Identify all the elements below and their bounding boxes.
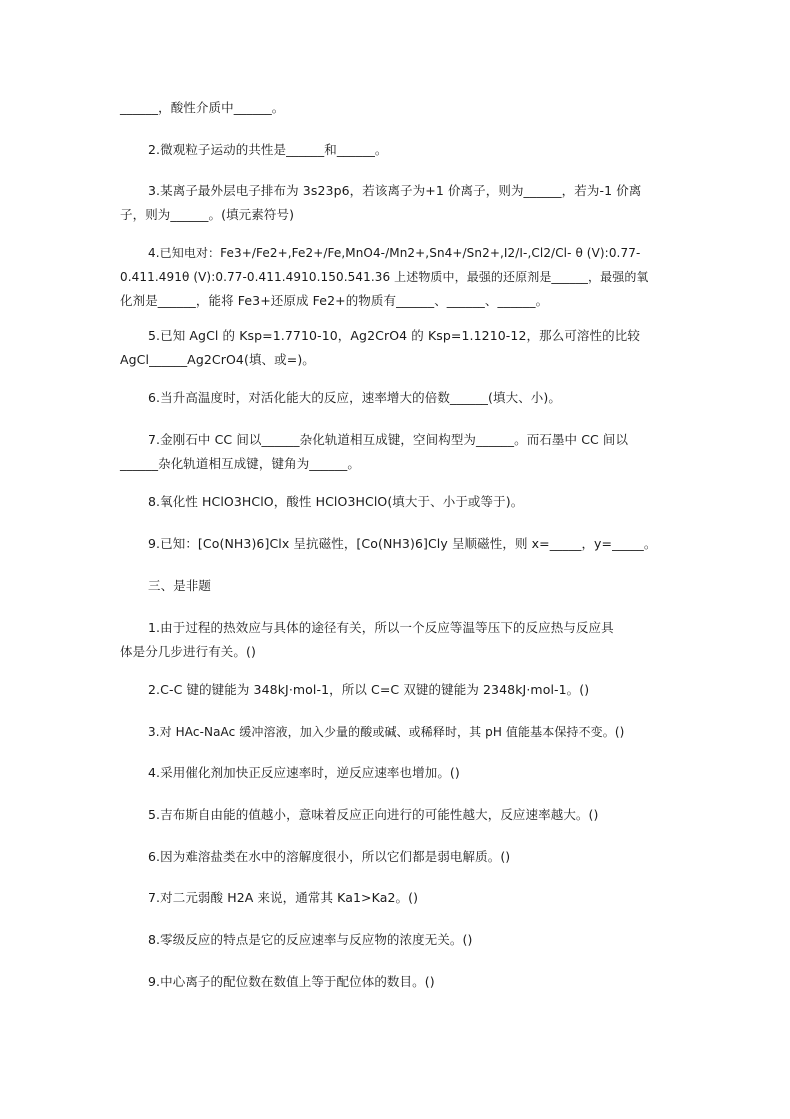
text-line: 5.已知 AgCl 的 Ksp=1.7710-10，Ag2CrO4 的 Ksp=1.1210-12，那么可溶性的比较 — [148, 328, 640, 343]
paragraph-tf-9 — [120, 970, 676, 994]
text-line: 0.411.491θ (V):0.77-0.411.4910.150.541.36 上述物质中，最强的还原剂是______，最强的氧 — [120, 270, 649, 284]
text-line: 2.微观粒子运动的共性是______和______。 — [148, 142, 388, 157]
text-line: 6.当升高温度时，对活化能大的反应，速率增大的倍数______(填大、小)。 — [148, 390, 561, 405]
section-heading — [120, 574, 676, 598]
paragraph-fill-9 — [120, 532, 676, 556]
text-line: ______，酸性介质中______。 — [120, 100, 285, 115]
paragraph-fill-3 — [120, 179, 676, 227]
text-line: 7.对二元弱酸 H2A 来说，通常其 Ka1>Ka2。() — [148, 890, 419, 905]
paragraph-fill-8 — [120, 490, 676, 514]
text-line: 9.已知：[Co(NH3)6]Clx 呈抗磁性，[Co(NH3)6]Cly 呈顺磁性，则 x=_____，y=_____。 — [148, 536, 657, 551]
text-line: 8.零级反应的特点是它的反应速率与反应物的浓度无关。() — [148, 932, 473, 947]
text-line: 2.C-C 键的键能为 348kJ·mol-1，所以 C=C 双键的键能为 2348kJ·mol-1。() — [148, 682, 590, 697]
text-line: 3.某离子最外层电子排布为 3s23p6，若该离子为+1 价离子，则为______，若为-1 价离 — [148, 183, 642, 198]
text-line: 7.金刚石中 CC 间以______杂化轨道相互成键，空间构型为______。而石墨中 CC 间以 — [148, 432, 629, 447]
text-line: 1.由于过程的热效应与具体的途径有关，所以一个反应等温等压下的反应热与反应具 — [148, 620, 614, 635]
paragraph-fill-6 — [120, 386, 676, 410]
text-line: 4.采用催化剂加快正反应速率时，逆反应速率也增加。() — [148, 765, 460, 780]
text-line: AgCl______Ag2CrO4(填、或=)。 — [120, 352, 315, 367]
text-line: 3.对 HAc-NaAc 缓冲溶液，加入少量的酸或碱、或稀释时，其 pH 值能基本保持不变。() — [148, 725, 625, 739]
text-line: 6.因为难溶盐类在水中的溶解度很小，所以它们都是弱电解质。() — [148, 849, 511, 864]
paragraph-fill-7 — [120, 428, 676, 476]
paragraph-fill-4 — [120, 241, 676, 313]
paragraph-tf-7 — [120, 886, 676, 910]
paragraph-tf-5 — [120, 803, 676, 827]
paragraph-tf-1 — [120, 616, 676, 664]
text-line: 9.中心离子的配位数在数值上等于配位体的数目。() — [148, 974, 435, 989]
text-line: 5.吉布斯自由能的值越小，意味着反应正向进行的可能性越大，反应速率越大。() — [148, 807, 599, 822]
text-line: 4.已知电对：Fe3+/Fe2+,Fe2+/Fe,MnO4-/Mn2+,Sn4+/Sn2+,I2/I-,Cl2/Cl- θ (V):0.77- — [148, 246, 641, 260]
text-line: 化剂是______，能将 Fe3+还原成 Fe2+的物质有______、______、______。 — [120, 293, 549, 308]
paragraph-tf-8 — [120, 928, 676, 952]
text-line: 8.氧化性 HClO3HClO，酸性 HClO3HClO(填大于、小于或等于)。 — [148, 494, 524, 509]
paragraph-tf-3 — [120, 720, 676, 744]
text-line: 三、是非题 — [148, 578, 212, 593]
paragraph-tf-6 — [120, 845, 676, 869]
paragraph-fill-continuation — [120, 96, 676, 120]
text-line: 子，则为______。(填元素符号) — [120, 207, 295, 222]
paragraph-fill-2 — [120, 138, 676, 162]
paragraph-tf-2 — [120, 678, 676, 702]
paragraph-tf-4 — [120, 761, 676, 785]
text-line: 体是分几步进行有关。() — [120, 644, 256, 659]
paragraph-fill-5 — [120, 324, 676, 372]
text-line: ______杂化轨道相互成键，键角为______。 — [120, 456, 361, 471]
